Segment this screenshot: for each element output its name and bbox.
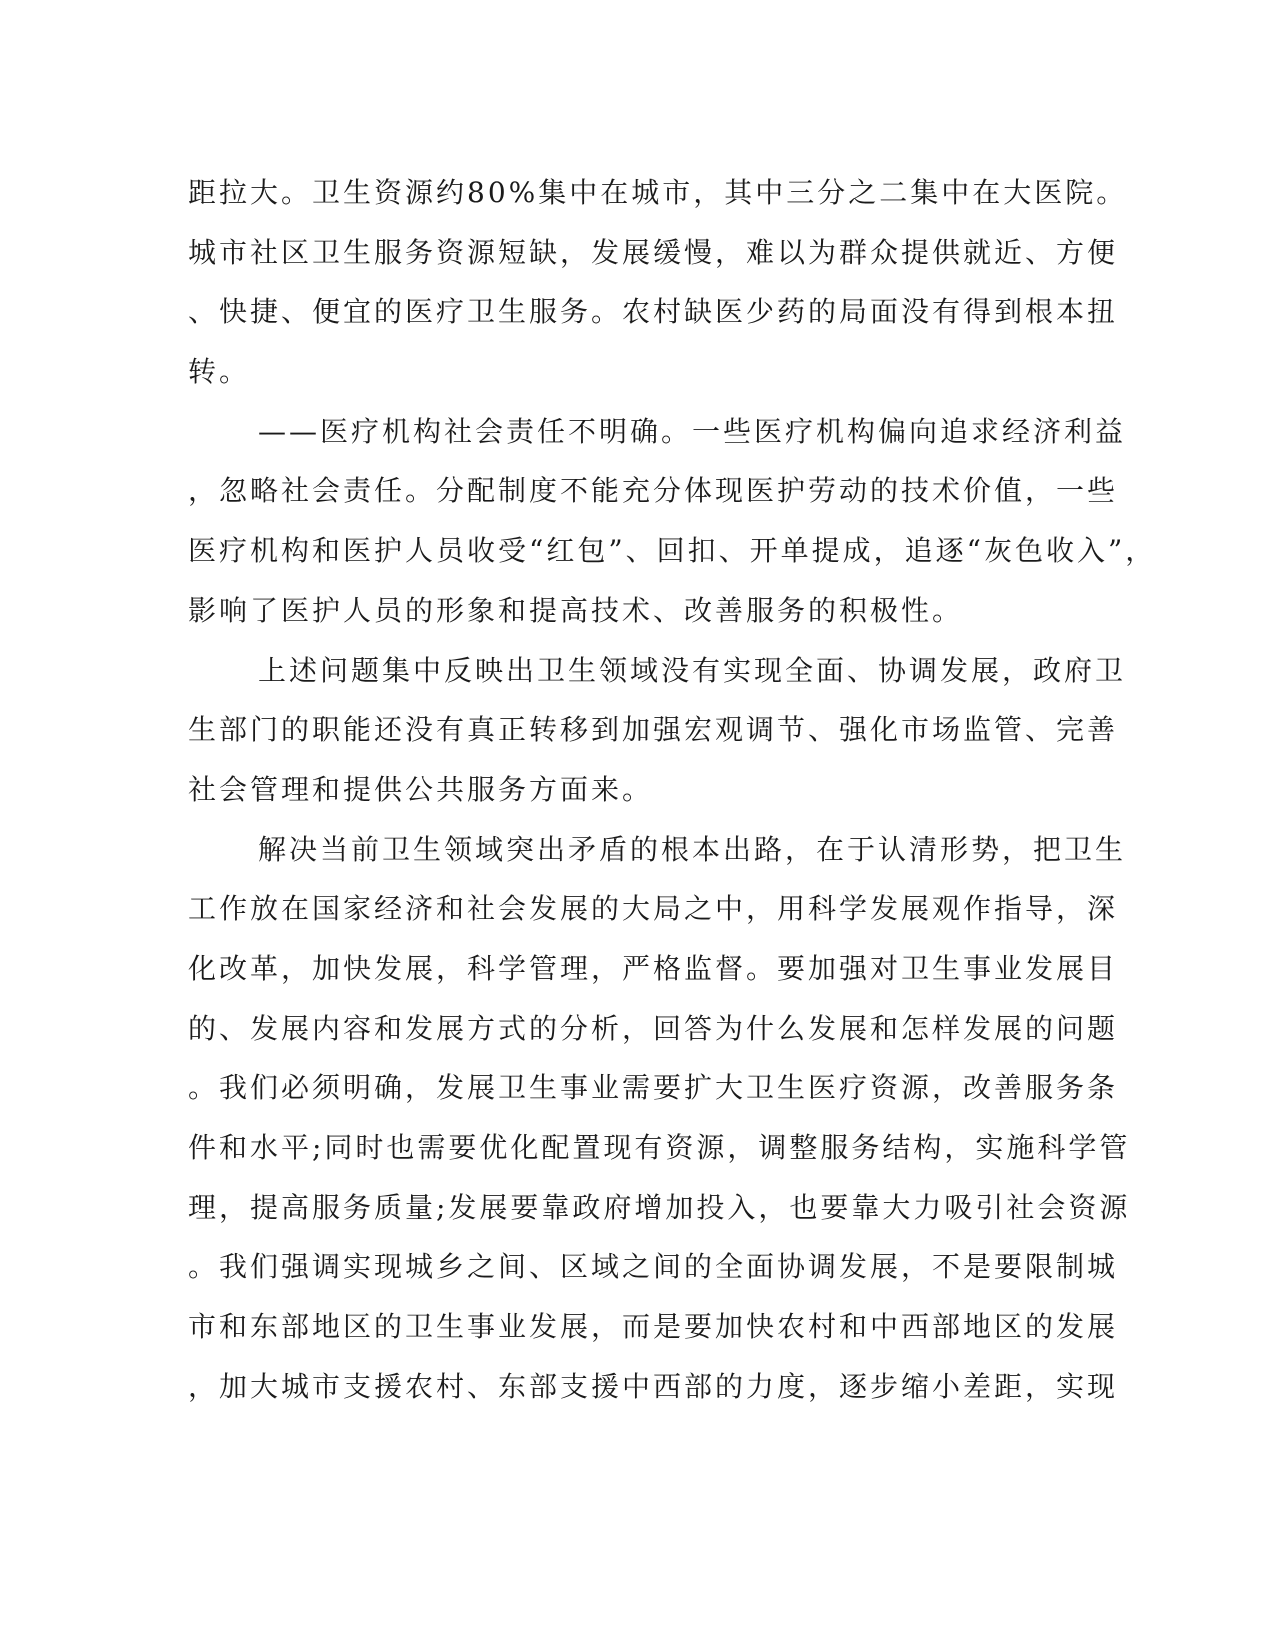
text-line: ——医疗机构社会责任不明确。一些医疗机构偏向追求经济利益 — [258, 414, 1127, 448]
text-line: ，忽略社会责任。分配制度不能充分体现医护劳动的技术价值，一些 — [188, 474, 1119, 508]
text-line: 的、发展内容和发展方式的分析，回答为什么发展和怎样发展的问题 — [188, 1011, 1119, 1045]
text-line: 。我们必须明确，发展卫生事业需要扩大卫生医疗资源，改善服务条 — [188, 1071, 1119, 1105]
text-line: 距拉大。卫生资源约80%集中在城市，其中三分之二集中在大医院。 — [188, 176, 1128, 209]
text-line: 城市社区卫生服务资源短缺，发展缓慢，难以为群众提供就近、方便 — [188, 235, 1119, 269]
text-line: 社会管理和提供公共服务方面来。 — [188, 772, 654, 806]
text-line: 生部门的职能还没有真正转移到加强宏观调节、强化市场监管、完善 — [188, 713, 1119, 747]
text-line: 医疗机构和医护人员收受“红包”、回扣、开单提成，追逐“灰色收入”， — [188, 534, 1157, 568]
text-line: 、快捷、便宜的医疗卫生服务。农村缺医少药的局面没有得到根本扭 — [188, 295, 1119, 329]
text-line: 解决当前卫生领域突出矛盾的根本出路，在于认清形势，把卫生 — [258, 832, 1127, 866]
body-text — [188, 163, 1157, 1416]
text-line: 件和水平;同时也需要优化配置现有资源，调整服务结构，实施科学管 — [188, 1131, 1131, 1164]
text-line: 影响了医护人员的形象和提高技术、改善服务的积极性。 — [188, 593, 964, 627]
text-line: 理，提高服务质量;发展要靠政府增加投入，也要靠大力吸引社会资源 — [188, 1190, 1131, 1224]
text-line: 上述问题集中反映出卫生领域没有实现全面、协调发展，政府卫 — [258, 653, 1127, 687]
text-line: 。我们强调实现城乡之间、区域之间的全面协调发展，不是要限制城 — [188, 1250, 1119, 1284]
text-line: 转。 — [188, 355, 251, 389]
text-line: ，加大城市支援农村、东部支援中西部的力度，逐步缩小差距，实现 — [188, 1369, 1119, 1403]
text-line: 工作放在国家经济和社会发展的大局之中，用科学发展观作指导，深 — [188, 892, 1119, 926]
text-line: 市和东部地区的卫生事业发展，而是要加快农村和中西部地区的发展 — [188, 1310, 1119, 1344]
text-line: 化改革，加快发展，科学管理，严格监督。要加强对卫生事业发展目 — [188, 951, 1119, 985]
